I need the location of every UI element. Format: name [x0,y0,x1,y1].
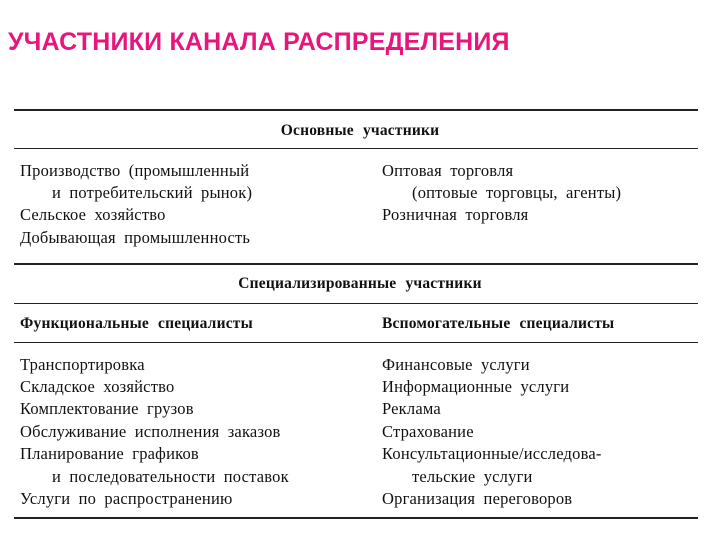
functional-item: и последовательности поставок [52,467,289,486]
specialized-participants-header: Специализированные участники [238,275,482,292]
main-left-item: и потребительский рынок) [52,183,253,202]
functional-specialists-header: Функциональные специалисты [20,315,253,332]
functional-item: Услуги по распространению [20,489,233,508]
table-bottom-rule [14,517,698,519]
main-right-item: Оптовая торговля [382,161,514,180]
auxiliary-item: Реклама [382,399,441,418]
auxiliary-item: Организация переговоров [382,489,573,508]
page-title: УЧАСТНИКИ КАНАЛА РАСПРЕДЕЛЕНИЯ [8,28,510,56]
functional-item: Планирование графиков [20,444,199,463]
functional-item: Обслуживание исполнения заказов [20,422,281,441]
main-right-item: Розничная торговля [382,205,529,224]
auxiliary-item: Финансовые услуги [382,355,530,374]
table-top-rule [14,109,698,111]
main-right-item: (оптовые торговцы, агенты) [412,183,622,202]
functional-item: Складское хозяйство [20,377,175,396]
auxiliary-item: Страхование [382,422,474,441]
main-participants-header: Основные участники [280,122,440,139]
functional-item: Транспортировка [20,355,145,374]
auxiliary-item: Консультационные/исследова- [382,444,602,463]
main-left-item: Добывающая промышленность [20,228,251,247]
section-rule [14,263,698,265]
functional-item: Комплектование грузов [20,399,194,418]
main-left-item: Сельское хозяйство [20,205,166,224]
main-left-item: Производство (промышленный [20,161,250,180]
auxiliary-specialists-header: Вспомогательные специалисты [382,315,615,332]
divider [14,342,698,343]
auxiliary-item: тельские услуги [412,467,533,486]
divider [14,303,698,304]
auxiliary-item: Информационные услуги [382,377,570,396]
divider [14,148,698,149]
